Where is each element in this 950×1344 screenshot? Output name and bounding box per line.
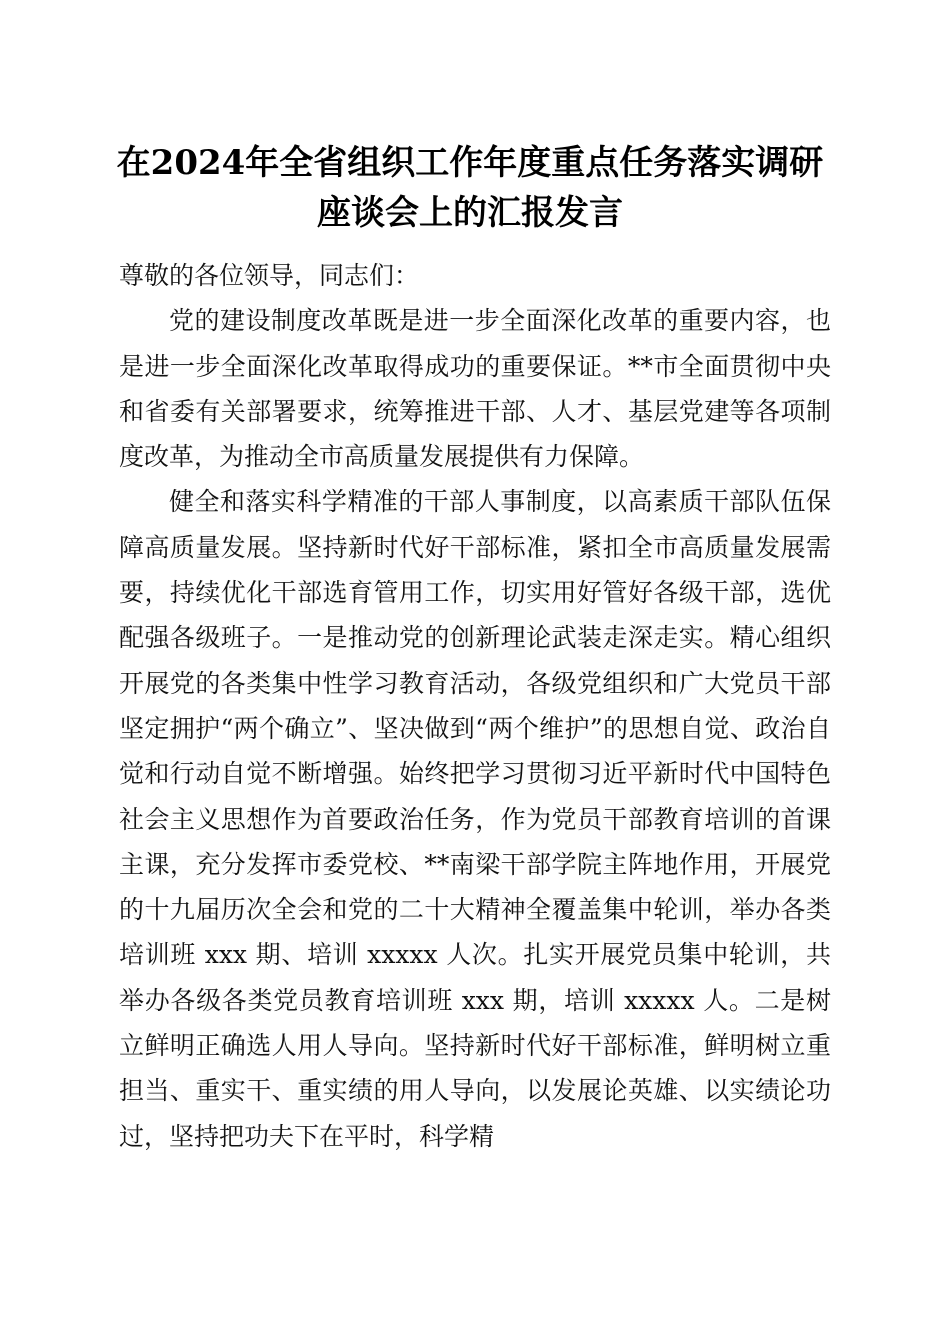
document-title: 在2024年全省组织工作年度重点任务落实调研座谈会上的汇报发言 bbox=[116, 143, 824, 233]
paragraph-intro: 党的建设制度改革既是进一步全面深化改革的重要内容，也是进一步全面深化改革取得成功的重要保证。**市全面贯彻中央和省委有关部署要求，统筹推进干部、人才、基层党建等各项制度改革，为推动全市高质量发展提供有力保障。 bbox=[119, 306, 831, 472]
document-body bbox=[119, 253, 831, 1159]
paragraph-cadre-system: 健全和落实科学精准的干部人事制度，以高素质干部队伍保障高质量发展。坚持新时代好干部标准，紧扣全市高质量发展需要，持续优化干部选育管用工作，切实用好管好各级干部，选优配强各级班子。一是推动党的创新理论武装走深走实。精心组织开展党的各类集中性学习教育活动，各级党组织和广大党员干部坚定拥护“两个确立”、坚决做到“两个维护”的思想自觉、政治自觉和行动自觉不断增强。始终把学习贯彻习近平新时代中国特色社会主义思想作为首要政治任务，作为党员干部教育培训的首课主课，充分发挥市委党校、**南梁干部学院主阵地作用，开展党的十九届历次全会和党的二十大精神全覆盖集中轮训，举办各类培训班 xxx 期、培训 xxxxx 人次。扎实开展党员集中轮训，共举办各级各类党员教育培训班 xxx 期，培训 xxxxx 人。二是树立鲜明正确选人用人导向。坚持新时代好干部标准，鲜明树立重担当、重实干、重实绩的用人导向，以发展论英雄、以实绩论功过，坚持把功夫下在平时，科学精 bbox=[119, 487, 831, 1151]
salutation: 尊敬的各位领导，同志们： bbox=[119, 261, 420, 290]
